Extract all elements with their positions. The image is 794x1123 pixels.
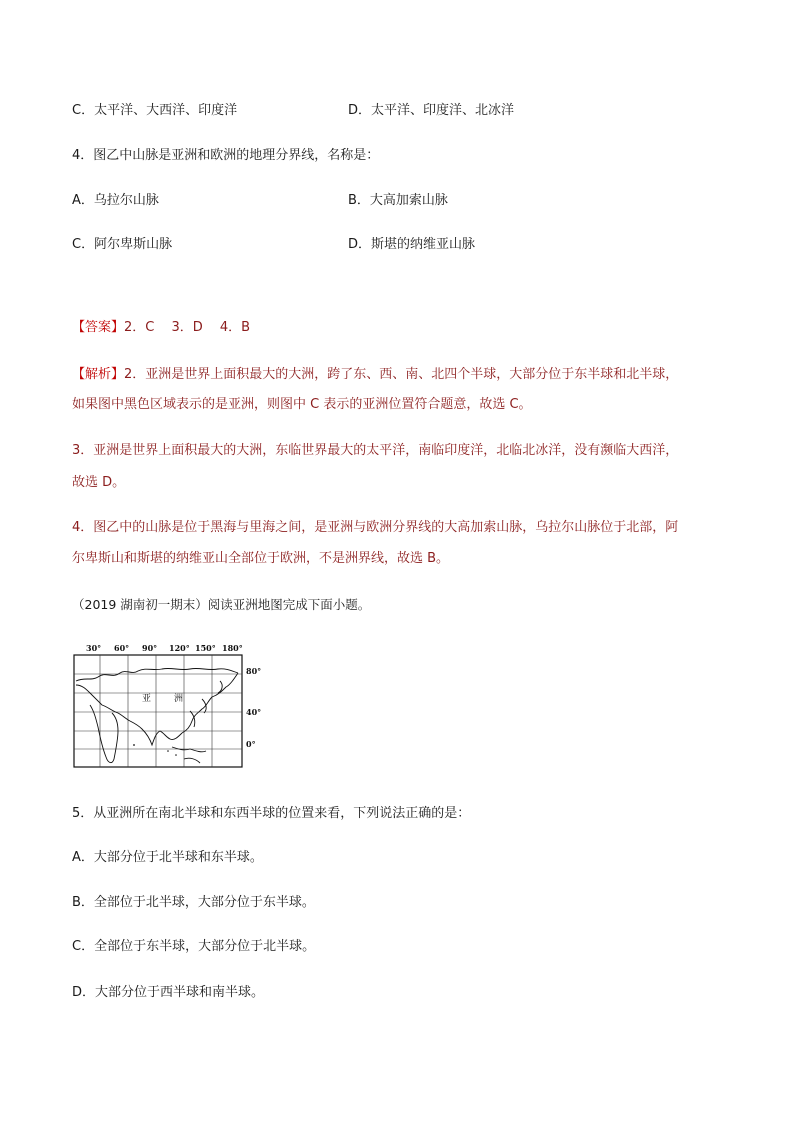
lon-label-180: 180° xyxy=(222,643,243,653)
lat-label-0: 0° xyxy=(246,739,256,749)
analysis-p2-line2: 如果图中黑色区域表示的是亚洲，则图中 C 表示的亚洲位置符合题意，故选 C。 xyxy=(72,397,532,412)
lon-label-30: 30° xyxy=(86,643,102,653)
analysis-p3-line2: 故选 D。 xyxy=(72,475,126,490)
analysis-p2-line1 xyxy=(72,366,678,384)
q5-option-d: D．大部分位于西半球和南半球。 xyxy=(72,985,265,1000)
lon-label-120: 120° xyxy=(169,643,190,653)
q4-stem: 4．图乙中山脉是亚洲和欧洲的地理分界线，名称是： xyxy=(72,148,380,163)
lon-label-150: 150° xyxy=(195,643,216,653)
q3-option-d: D．太平洋、印度洋、北冰洋 xyxy=(348,103,515,118)
q5-option-b: B．全部位于北半球，大部分位于东半球。 xyxy=(72,895,315,910)
map-label-ya: 亚 xyxy=(142,694,152,704)
q4-option-d: D．斯堪的纳维亚山脉 xyxy=(348,237,476,252)
section-intro: （2019 湖南初一期末）阅读亚洲地图完成下面小题。 xyxy=(72,597,371,612)
q3-option-c: C．太平洋、大西洋、印度洋 xyxy=(72,103,238,118)
lat-label-80: 80° xyxy=(246,666,262,676)
q5-option-a: A．大部分位于北半球和东半球。 xyxy=(72,850,263,865)
q4-option-a: A．乌拉尔山脉 xyxy=(72,193,159,208)
q5-stem: 5．从亚洲所在南北半球和东西半球的位置来看，下列说法正确的是： xyxy=(72,806,471,821)
analysis-p4-line1: 4．图乙中的山脉是位于黑海与里海之间，是亚洲与欧洲分界线的大高加索山脉，乌拉尔山脉位于北部，阿 xyxy=(72,520,679,535)
q4-option-c: C．阿尔卑斯山脉 xyxy=(72,237,173,252)
analysis-p3-line1: 3．亚洲是世界上面积最大的大洲，东临世界最大的太平洋，南临印度洋，北临北冰洋，没有濒临大西洋， xyxy=(72,443,679,458)
lat-label-40: 40° xyxy=(246,707,262,717)
map-label-zhou: 洲 xyxy=(174,694,184,704)
analysis-p4-line2: 尔卑斯山和斯堪的纳维亚山全部位于欧洲，不是洲界线，故选 B。 xyxy=(72,551,450,566)
asia-map-figure xyxy=(72,641,274,771)
q5-option-c: C．全部位于东半球，大部分位于北半球。 xyxy=(72,939,316,954)
analysis-p2-text1: 2．亚洲是世界上面积最大的大洲，跨了东、西、南、北四个半球，大部分位于东半球和北半球， xyxy=(124,367,679,382)
answer-line xyxy=(72,319,250,337)
answer-text: 2．C 3．D 4．B xyxy=(124,320,251,335)
q4-option-b: B．大高加索山脉 xyxy=(348,193,448,208)
map-frame xyxy=(74,655,242,767)
lon-label-60: 60° xyxy=(114,643,130,653)
answer-tag: 【答案】 xyxy=(72,320,125,335)
lon-label-90: 90° xyxy=(142,643,158,653)
analysis-tag: 【解析】 xyxy=(72,367,125,382)
